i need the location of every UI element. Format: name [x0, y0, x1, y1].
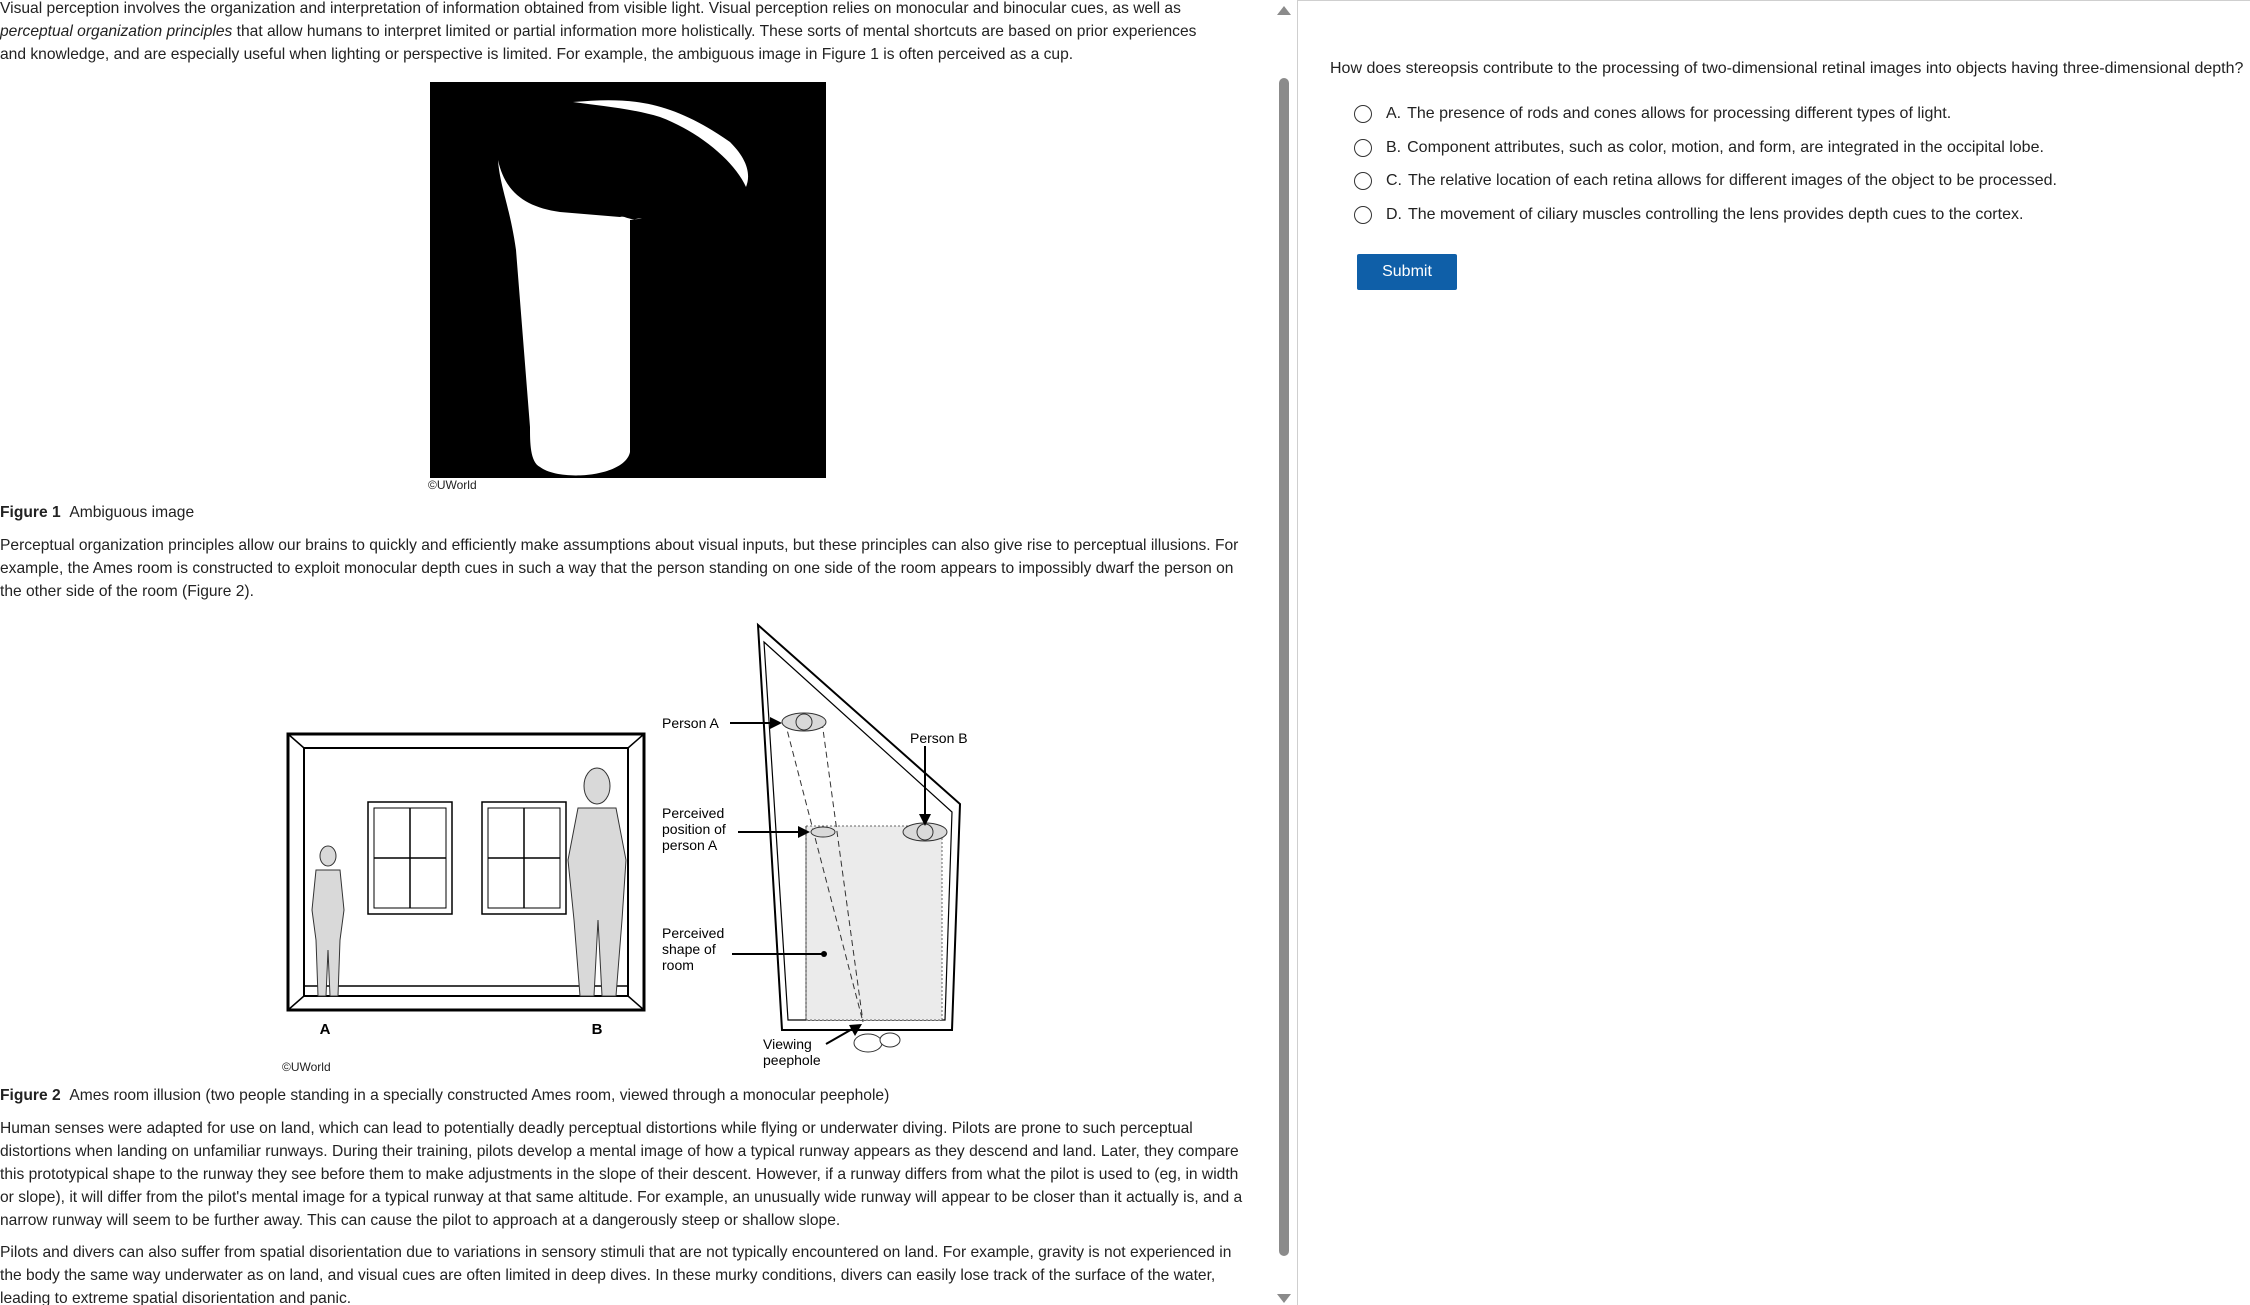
perceived-position-label-2: position of	[662, 821, 726, 837]
passage-paragraph-2: Perceptual organization principles allow our brains to quickly and efficiently make assumptions about visual inputs, but these principles can also give rise to perceptual illusions. For example, the Ames room is constructed to exploit monocular depth cues in such a way that the person standing on one side of the room appears to impossibly dwarf the person on the other side of the room (Figure 2).	[0, 537, 1239, 600]
figure-2-label: Figure 2	[0, 1087, 61, 1104]
submit-button[interactable]: Submit	[1357, 254, 1457, 290]
choice-letter: B.	[1386, 139, 1402, 156]
radio-circle-icon[interactable]	[1354, 139, 1372, 157]
radio-circle-icon[interactable]	[1354, 206, 1372, 224]
passage-paragraph-4: Pilots and divers can also suffer from spatial disorientation due to variations in sensory stimuli that are not typically encountered on land. For example, gravity is not experienced in the body the same way underwater as on land, and visual cues are often limited in deep dives. In these murky conditions, divers can easily lose track of the surface of the water, leading to extreme spatial disorientation and panic.	[0, 1244, 1232, 1305]
ames-room-front-view	[288, 734, 644, 1010]
figure-1-caption-text: Ambiguous image	[69, 504, 195, 521]
choice-letter: D.	[1386, 206, 1402, 223]
perceived-position-label-3: person A	[662, 837, 718, 853]
figure-2-copyright: ©UWorld	[282, 1060, 331, 1074]
peephole-label-1: Viewing	[763, 1036, 812, 1052]
figure-1-ambiguous-image	[430, 82, 826, 478]
radio-circle-icon[interactable]	[1354, 105, 1372, 123]
passage-line: Visual perception involves the organization and interpretation of information obtained from visible light. Visual perception relies on monocular and binocular cues, as well as	[0, 0, 1181, 17]
triangle-down-icon[interactable]	[1277, 1294, 1291, 1303]
perceived-shape-label-3: room	[662, 957, 694, 973]
label-a: A	[319, 1021, 331, 1038]
answer-choice-c[interactable]	[1354, 166, 2057, 196]
choice-text: The relative location of each retina allows for different images of the object to be processed.	[1408, 172, 2057, 189]
italic-term: perceptual organization principles	[0, 23, 233, 40]
answer-choice-b[interactable]	[1354, 133, 2044, 163]
passage-paragraph-3: Human senses were adapted for use on land, which can lead to potentially deadly perceptual distortions while flying or underwater diving. Pilots are prone to such perceptual distortions when landing on unfamiliar runways. During their training, pilots develop a mental image of how a typical runway appears as they descend and land. Later, they compare this prototypical shape to the runway they see before them to make adjustments in the slope of their descent. However, if a runway differs from what the pilot is used to (eg, in width or slope), it will differ from the pilot's mental image for a typical runway at that same altitude. For example, an unusually wide runway will appear to be closer than it actually is, and a narrow runway will seem to be further away. This can cause the pilot to approach at a dangerously steep or shallow slope.	[0, 1120, 1243, 1229]
figure-1-caption	[0, 504, 194, 522]
question-pane	[1298, 0, 2250, 1305]
choice-text: The presence of rods and cones allows for processing different types of light.	[1407, 105, 1952, 122]
triangle-up-icon[interactable]	[1277, 6, 1291, 15]
passage-line	[0, 20, 1255, 43]
figure-2-caption-text: Ames room illusion (two people standing in a specially constructed Ames room, viewed through a monocular peephole)	[69, 1087, 890, 1104]
ames-room-top-view	[758, 625, 960, 1052]
scrollbar-thumb[interactable]	[1279, 78, 1289, 1256]
passage-line: and knowledge, and are especially useful when lighting or perspective is limited. For example, the ambiguous image in Figure 1 is often perceived as a cup.	[0, 46, 1074, 63]
perceived-shape-label-1: Perceived	[662, 925, 725, 941]
figure-1-label: Figure 1	[0, 504, 61, 521]
question-stem: How does stereopsis contribute to the processing of two-dimensional retinal images into objects having three-dimensional depth?	[1330, 60, 2244, 77]
person-b-label: Person B	[910, 730, 968, 746]
choice-text: The movement of ciliary muscles controlling the lens provides depth cues to the cortex.	[1408, 206, 2024, 223]
passage-paragraph-1	[0, 0, 1255, 66]
radio-circle-icon[interactable]	[1354, 172, 1372, 190]
passage-line-rest: that allow humans to interpret limited or partial information more holistically. These sorts of mental shortcuts are based on prior experiences	[232, 23, 1197, 40]
person-a-label: Person A	[662, 715, 719, 731]
figure-2-ames-room	[270, 620, 1010, 1070]
choice-letter: A.	[1386, 105, 1402, 122]
answer-choice-d[interactable]	[1354, 200, 2023, 230]
answer-choice-a[interactable]	[1354, 99, 1951, 129]
perceived-position-label-1: Perceived	[662, 805, 725, 821]
choice-text: Component attributes, such as color, motion, and form, are integrated in the occipital lobe.	[1407, 139, 2044, 156]
choice-letter: C.	[1386, 172, 1402, 189]
peephole-label-2: peephole	[763, 1052, 821, 1068]
figure-1-copyright: ©UWorld	[428, 478, 477, 492]
passage-scrollbar[interactable]	[1274, 0, 1296, 1305]
perceived-shape-label-2: shape of	[662, 941, 716, 957]
label-b: B	[591, 1021, 603, 1038]
figure-2-caption	[0, 1087, 889, 1105]
